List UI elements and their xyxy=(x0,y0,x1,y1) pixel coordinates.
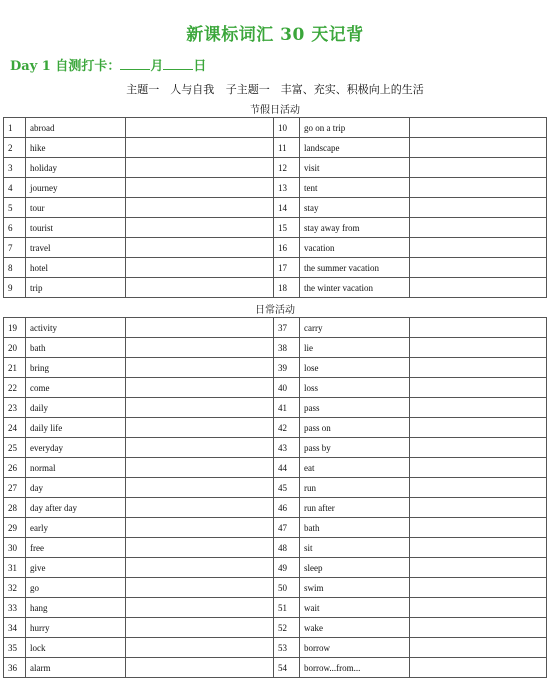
word-term: everyday xyxy=(26,438,126,458)
word-term: wake xyxy=(300,618,410,638)
word-term: hurry xyxy=(26,618,126,638)
table-row xyxy=(4,158,547,178)
word-term: abroad xyxy=(26,118,126,138)
table-row xyxy=(4,238,547,258)
word-number: 24 xyxy=(4,418,26,438)
answer-cell[interactable] xyxy=(126,478,274,498)
answer-cell[interactable] xyxy=(410,278,547,298)
answer-cell[interactable] xyxy=(126,118,274,138)
word-number: 1 xyxy=(4,118,26,138)
word-term: wait xyxy=(300,598,410,618)
table-row xyxy=(4,278,547,298)
answer-cell[interactable] xyxy=(126,638,274,658)
day-label: 日 xyxy=(193,59,207,74)
word-term: tourist xyxy=(26,218,126,238)
word-term: bring xyxy=(26,358,126,378)
table-row xyxy=(4,418,547,438)
word-number: 25 xyxy=(4,438,26,458)
word-term: journey xyxy=(26,178,126,198)
answer-cell[interactable] xyxy=(126,578,274,598)
answer-cell[interactable] xyxy=(410,558,547,578)
word-term: alarm xyxy=(26,658,126,678)
word-term: hike xyxy=(26,138,126,158)
word-term: go on a trip xyxy=(300,118,410,138)
word-number: 16 xyxy=(274,238,300,258)
word-number: 49 xyxy=(274,558,300,578)
answer-cell[interactable] xyxy=(410,358,547,378)
word-number: 10 xyxy=(274,118,300,138)
word-term: tour xyxy=(26,198,126,218)
word-number: 44 xyxy=(274,458,300,478)
table-row xyxy=(4,518,547,538)
answer-cell[interactable] xyxy=(126,618,274,638)
word-number: 20 xyxy=(4,338,26,358)
word-term: swim xyxy=(300,578,410,598)
word-number: 48 xyxy=(274,538,300,558)
table-row xyxy=(4,618,547,638)
answer-cell[interactable] xyxy=(126,258,274,278)
day-checkin-line xyxy=(10,55,206,74)
answer-cell[interactable] xyxy=(410,578,547,598)
word-term: day xyxy=(26,478,126,498)
table-row xyxy=(4,598,547,618)
answer-cell[interactable] xyxy=(126,158,274,178)
answer-cell[interactable] xyxy=(126,398,274,418)
word-term: eat xyxy=(300,458,410,478)
word-term: tent xyxy=(300,178,410,198)
word-number: 53 xyxy=(274,638,300,658)
table-row xyxy=(4,398,547,418)
answer-cell[interactable] xyxy=(126,138,274,158)
word-number: 7 xyxy=(4,238,26,258)
word-term: hotel xyxy=(26,258,126,278)
table-row xyxy=(4,198,547,218)
word-number: 15 xyxy=(274,218,300,238)
answer-cell[interactable] xyxy=(126,338,274,358)
answer-cell[interactable] xyxy=(410,198,547,218)
answer-cell[interactable] xyxy=(410,658,547,678)
table-row xyxy=(4,538,547,558)
word-number: 28 xyxy=(4,498,26,518)
answer-cell[interactable] xyxy=(410,258,547,278)
theme-line xyxy=(0,81,550,97)
word-term: free xyxy=(26,538,126,558)
word-term: borrow xyxy=(300,638,410,658)
word-number: 40 xyxy=(274,378,300,398)
word-term: pass by xyxy=(300,438,410,458)
word-term: sit xyxy=(300,538,410,558)
answer-cell[interactable] xyxy=(126,558,274,578)
word-term: run xyxy=(300,478,410,498)
word-term: pass on xyxy=(300,418,410,438)
table-row xyxy=(4,318,547,338)
main-theme: 主题一 人与自我 xyxy=(126,83,215,96)
answer-cell[interactable] xyxy=(126,278,274,298)
word-term: normal xyxy=(26,458,126,478)
word-term: give xyxy=(26,558,126,578)
answer-cell[interactable] xyxy=(410,138,547,158)
word-number: 51 xyxy=(274,598,300,618)
answer-cell[interactable] xyxy=(126,458,274,478)
word-number: 45 xyxy=(274,478,300,498)
word-number: 50 xyxy=(274,578,300,598)
answer-cell[interactable] xyxy=(126,238,274,258)
word-term: borrow...from... xyxy=(300,658,410,678)
word-number: 17 xyxy=(274,258,300,278)
answer-cell[interactable] xyxy=(410,338,547,358)
word-term: travel xyxy=(26,238,126,258)
sub-theme: 子主题一 丰富、充实、积极向上的生活 xyxy=(225,83,424,96)
answer-cell[interactable] xyxy=(126,218,274,238)
word-term: bath xyxy=(26,338,126,358)
answer-cell[interactable] xyxy=(126,318,274,338)
word-table-body xyxy=(4,118,547,298)
word-number: 23 xyxy=(4,398,26,418)
word-number: 26 xyxy=(4,458,26,478)
word-term: the winter vacation xyxy=(300,278,410,298)
table-row xyxy=(4,178,547,198)
word-number: 11 xyxy=(274,138,300,158)
word-term: bath xyxy=(300,518,410,538)
answer-cell[interactable] xyxy=(410,178,547,198)
word-number: 6 xyxy=(4,218,26,238)
word-table-daily xyxy=(3,317,547,678)
word-term: lose xyxy=(300,358,410,378)
word-term: the summer vacation xyxy=(300,258,410,278)
answer-cell[interactable] xyxy=(126,358,274,378)
answer-cell[interactable] xyxy=(126,498,274,518)
word-number: 18 xyxy=(274,278,300,298)
answer-cell[interactable] xyxy=(410,158,547,178)
word-term: sleep xyxy=(300,558,410,578)
word-term: carry xyxy=(300,318,410,338)
word-number: 39 xyxy=(274,358,300,378)
word-number: 54 xyxy=(274,658,300,678)
word-number: 36 xyxy=(4,658,26,678)
word-term: loss xyxy=(300,378,410,398)
word-term: go xyxy=(26,578,126,598)
word-term: day after day xyxy=(26,498,126,518)
word-number: 13 xyxy=(274,178,300,198)
day-blank[interactable] xyxy=(163,57,193,70)
word-term: trip xyxy=(26,278,126,298)
word-number: 47 xyxy=(274,518,300,538)
word-table-holiday xyxy=(3,117,547,298)
word-number: 3 xyxy=(4,158,26,178)
word-term: lie xyxy=(300,338,410,358)
word-number: 32 xyxy=(4,578,26,598)
word-number: 33 xyxy=(4,598,26,618)
word-term: visit xyxy=(300,158,410,178)
answer-cell[interactable] xyxy=(410,538,547,558)
word-term: lock xyxy=(26,638,126,658)
word-number: 30 xyxy=(4,538,26,558)
answer-cell[interactable] xyxy=(410,218,547,238)
answer-cell[interactable] xyxy=(126,658,274,678)
word-number: 29 xyxy=(4,518,26,538)
answer-cell[interactable] xyxy=(410,458,547,478)
answer-cell[interactable] xyxy=(126,598,274,618)
word-term: come xyxy=(26,378,126,398)
word-table-body xyxy=(4,318,547,678)
answer-cell[interactable] xyxy=(410,598,547,618)
section-heading-daily: 日常活动 xyxy=(255,305,295,316)
word-number: 43 xyxy=(274,438,300,458)
answer-cell[interactable] xyxy=(126,518,274,538)
word-number: 41 xyxy=(274,398,300,418)
answer-cell[interactable] xyxy=(410,518,547,538)
table-row xyxy=(4,558,547,578)
answer-cell[interactable] xyxy=(410,478,547,498)
word-number: 38 xyxy=(274,338,300,358)
word-term: stay xyxy=(300,198,410,218)
table-row xyxy=(4,458,547,478)
word-number: 52 xyxy=(274,618,300,638)
table-row xyxy=(4,658,547,678)
word-term: daily life xyxy=(26,418,126,438)
table-row xyxy=(4,338,547,358)
answer-cell[interactable] xyxy=(410,498,547,518)
table-row xyxy=(4,358,547,378)
answer-cell[interactable] xyxy=(410,438,547,458)
word-number: 31 xyxy=(4,558,26,578)
answer-cell[interactable] xyxy=(126,438,274,458)
word-term: vacation xyxy=(300,238,410,258)
word-number: 19 xyxy=(4,318,26,338)
answer-cell[interactable] xyxy=(410,398,547,418)
table-row xyxy=(4,118,547,138)
word-number: 2 xyxy=(4,138,26,158)
word-number: 22 xyxy=(4,378,26,398)
word-term: early xyxy=(26,518,126,538)
section-heading-holiday: 节假日活动 xyxy=(250,105,300,116)
table-row xyxy=(4,438,547,458)
answer-cell[interactable] xyxy=(410,118,547,138)
word-term: pass xyxy=(300,398,410,418)
answer-cell[interactable] xyxy=(410,618,547,638)
word-number: 5 xyxy=(4,198,26,218)
table-row xyxy=(4,498,547,518)
table-row xyxy=(4,218,547,238)
table-row xyxy=(4,138,547,158)
word-number: 37 xyxy=(274,318,300,338)
word-number: 4 xyxy=(4,178,26,198)
word-number: 14 xyxy=(274,198,300,218)
answer-cell[interactable] xyxy=(410,378,547,398)
word-term: activity xyxy=(26,318,126,338)
table-row xyxy=(4,478,547,498)
day-checkin-label: Day 1 自测打卡： xyxy=(10,59,121,74)
word-number: 46 xyxy=(274,498,300,518)
table-row xyxy=(4,258,547,278)
table-row xyxy=(4,638,547,658)
word-number: 21 xyxy=(4,358,26,378)
table-row xyxy=(4,578,547,598)
word-term: holiday xyxy=(26,158,126,178)
word-term: daily xyxy=(26,398,126,418)
word-term: stay away from xyxy=(300,218,410,238)
word-number: 12 xyxy=(274,158,300,178)
word-term: landscape xyxy=(300,138,410,158)
word-number: 34 xyxy=(4,618,26,638)
answer-cell[interactable] xyxy=(126,378,274,398)
answer-cell[interactable] xyxy=(126,538,274,558)
answer-cell[interactable] xyxy=(410,238,547,258)
page-title: 新课标词汇 30 天记背 xyxy=(186,25,364,45)
word-number: 8 xyxy=(4,258,26,278)
answer-cell[interactable] xyxy=(126,418,274,438)
answer-cell[interactable] xyxy=(410,638,547,658)
table-row xyxy=(4,378,547,398)
word-term: hang xyxy=(26,598,126,618)
word-number: 35 xyxy=(4,638,26,658)
month-label: 月 xyxy=(150,59,164,74)
answer-cell[interactable] xyxy=(410,318,547,338)
answer-cell[interactable] xyxy=(126,178,274,198)
word-number: 9 xyxy=(4,278,26,298)
answer-cell[interactable] xyxy=(126,198,274,218)
word-term: run after xyxy=(300,498,410,518)
month-blank[interactable] xyxy=(120,57,150,70)
word-number: 42 xyxy=(274,418,300,438)
word-number: 27 xyxy=(4,478,26,498)
answer-cell[interactable] xyxy=(410,418,547,438)
